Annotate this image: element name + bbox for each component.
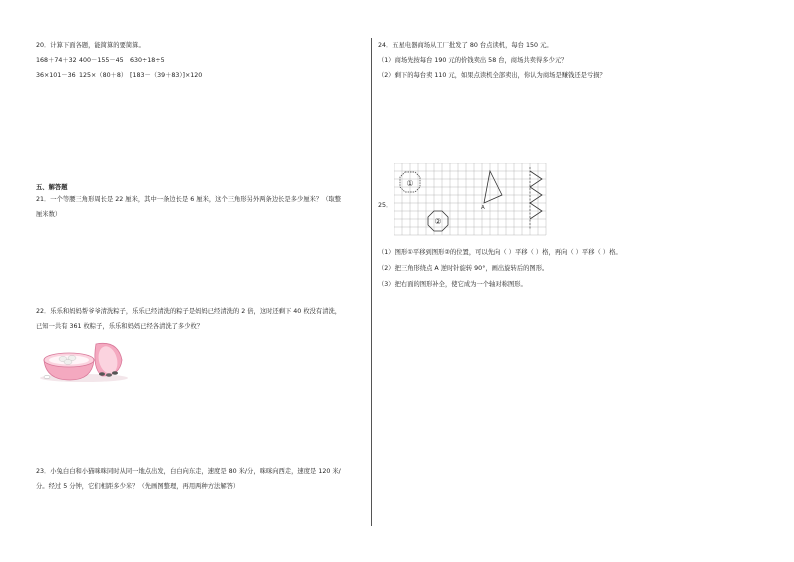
q25-label: 25． (378, 202, 393, 209)
q22-line1: 22．乐乐和妈妈帮爷爷清洗粽子，乐乐已经清洗的粽子是妈妈已经清洗的 2 倍，这时还剩下 40 枚没有清洗， (36, 308, 342, 315)
q25-part3: （3）把右面的图形补全，使它成为一个轴对称图形。 (378, 281, 527, 288)
q25-grid-figure (394, 163, 554, 237)
shape1-label: ① (406, 179, 414, 188)
q20-expr-4: 36×101－36 (36, 72, 76, 79)
q22-line2: 已知一共有 361 枚粽子，乐乐和妈妈已经各清洗了多少枚？ (36, 323, 204, 330)
q21-line1: 21．一个等腰三角形周长是 22 厘米，其中一条边长是 6 厘米，这个三角形另外两条边长是多少厘米？（取整 (36, 196, 342, 203)
zongzi-bowl-image (36, 338, 132, 384)
point-a-label: A (481, 205, 485, 211)
q20-title: 20．计算下面各题，能简算的要简算。 (36, 42, 145, 49)
q20-expr-6: [183－（39＋83）]×120 (130, 72, 203, 79)
q21-line2: 厘米数） (36, 211, 62, 218)
q20-expr-1: 168＋74＋32 (36, 57, 77, 64)
q24-title: 24．五星电器商场从工厂批发了 80 台点读机，每台 150 元。 (378, 42, 553, 49)
section-title: 五、解答题 (36, 184, 68, 191)
q24-part1: （1）商场先按每台 190 元的价钱卖出 58 台，商场共卖得多少元？ (378, 57, 568, 64)
q25-part1: （1）图形①平移到图形②的位置，可以先向（ ）平移（ ）格，再向（ ）平移（ ）格。 (378, 249, 622, 256)
q20-expr-5: 125×（80＋8） (79, 72, 128, 79)
shape2-label: ② (434, 217, 442, 226)
q23-line2: 分。经过 5 分钟，它们相距多少米？（先画图整理，再用两种方法解答） (36, 483, 240, 490)
q23-line1: 23．小兔白白和小猫咪咪同时从同一地点出发，白白向东走，速度是 80 米/分，咪咪向西走，速度是 120 米/ (36, 468, 341, 475)
column-divider (371, 38, 372, 526)
q20-expr-2: 400－155－45 (79, 57, 124, 64)
q24-part2: （2）剩下的每台卖 110 元，如果点读机全部卖出，你认为商场是赚钱还是亏损？ (378, 72, 606, 79)
q20-expr-3: 630÷18÷5 (130, 57, 165, 64)
q25-part2: （2）把三角形绕点 A 逆时针旋转 90°，画出旋转后的图形。 (378, 265, 549, 272)
